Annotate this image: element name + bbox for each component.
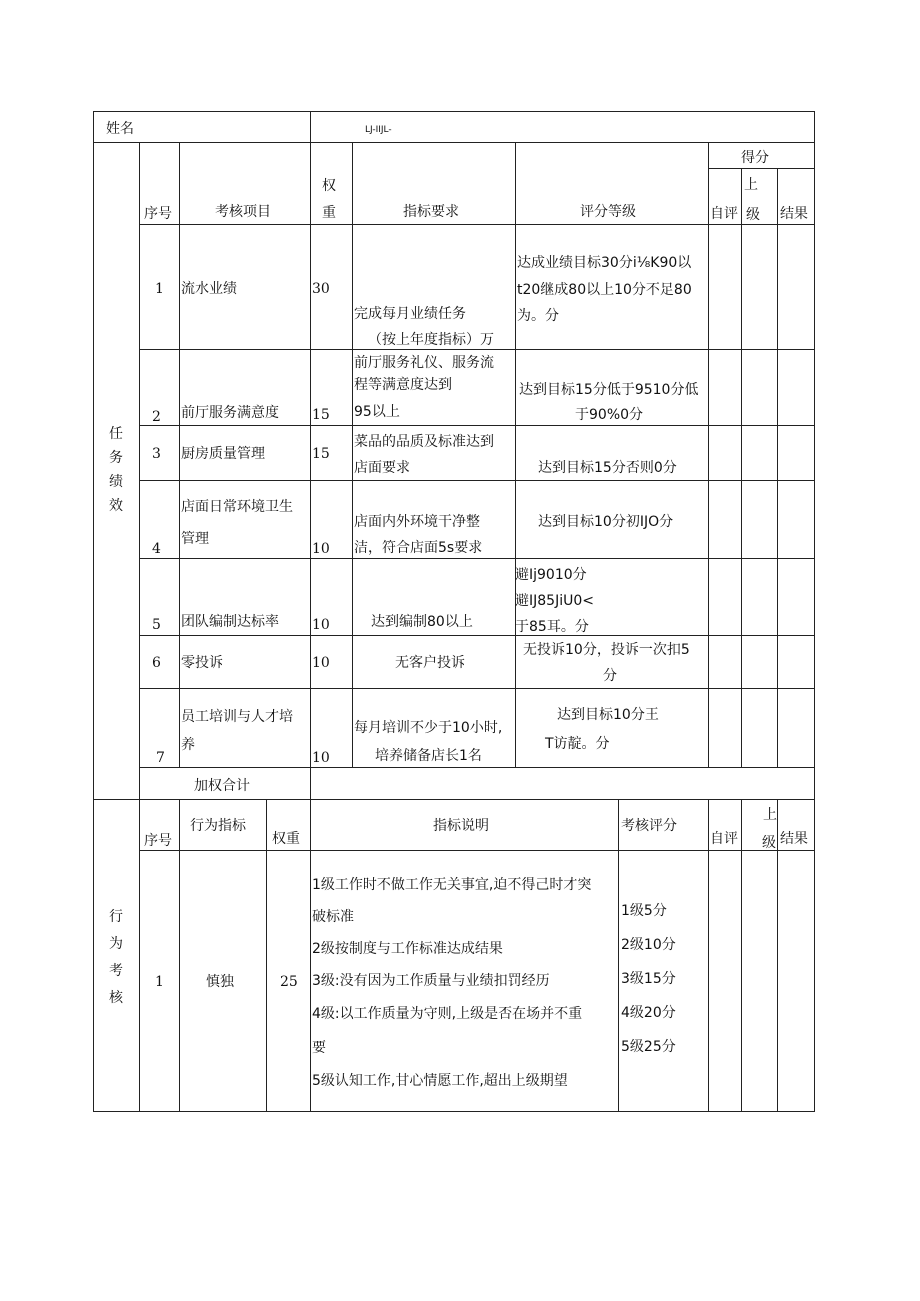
name-label: 姓名 (106, 121, 134, 137)
header-self: 自评 (710, 206, 738, 222)
header-item: 考核项目 (215, 204, 271, 220)
header-score: 得分 (741, 150, 769, 166)
header-requirement: 指标要求 (403, 204, 459, 220)
header-grade: 评分等级 (580, 204, 636, 220)
header-result: 结果 (780, 206, 808, 222)
name-value: LJ-IIJL- (365, 125, 392, 135)
header-weight: 权 (322, 178, 336, 194)
header-seq: 序号 (144, 206, 172, 222)
header-superior: 上 (744, 177, 758, 193)
weighted-total-label: 加权合计 (194, 778, 250, 794)
